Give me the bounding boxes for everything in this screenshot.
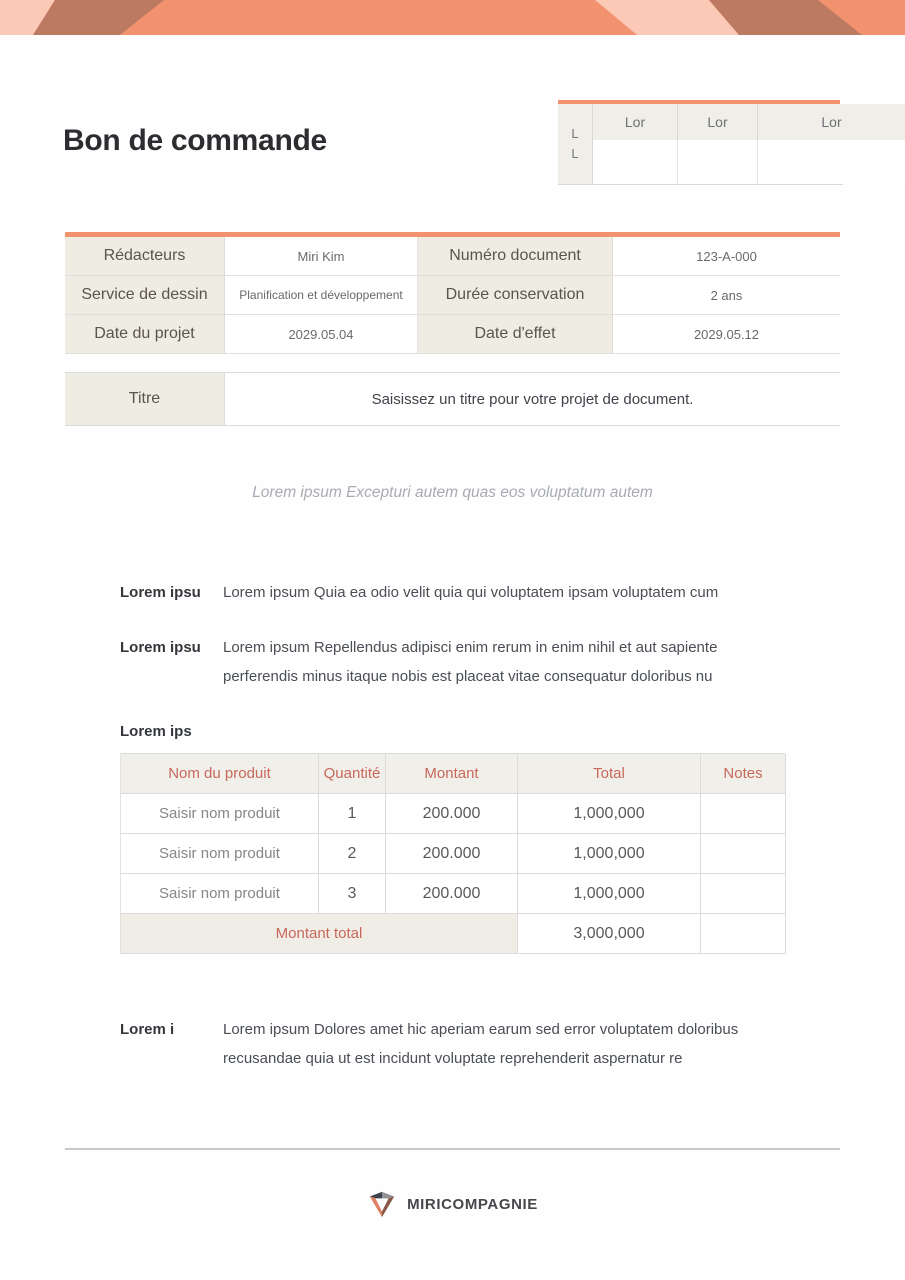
info-value-date-effet[interactable]: 2029.05.12 <box>613 315 840 354</box>
document-info-table <box>65 232 840 354</box>
product-row-amount[interactable]: 200.000 <box>386 834 518 874</box>
product-row-total: 1,000,000 <box>518 794 701 834</box>
paragraph-3 <box>120 1015 788 1073</box>
paragraph-2 <box>120 633 788 691</box>
brand-name: MIRICOMPAGNIE <box>407 1195 538 1213</box>
products-heading: Lorem ips <box>120 723 192 740</box>
page-title: Bon de commande <box>63 124 327 157</box>
footer-brand <box>0 1188 905 1220</box>
product-row-name[interactable]: Saisir nom produit <box>121 834 319 874</box>
titre-input-placeholder[interactable]: Saisissez un titre pour votre projet de document. <box>225 373 840 425</box>
info-label-date-effet: Date d'effet <box>418 315 613 354</box>
reference-mini-table <box>558 100 905 185</box>
product-table <box>120 753 785 954</box>
info-label-numero-document: Numéro document <box>418 237 613 276</box>
mini-table-row-label-line: L <box>571 126 579 141</box>
product-total-notes[interactable] <box>701 914 786 954</box>
product-row-amount[interactable]: 200.000 <box>386 874 518 914</box>
product-row-name[interactable]: Saisir nom produit <box>121 874 319 914</box>
product-row-amount[interactable]: 200.000 <box>386 794 518 834</box>
product-row-qty[interactable]: 3 <box>319 874 386 914</box>
subtitle-italic: Lorem ipsum Excepturi autem quas eos voluptatum autem <box>252 484 653 501</box>
product-col-header-qty: Quantité <box>319 754 386 794</box>
mini-table-cell[interactable] <box>593 140 678 184</box>
mini-table-row-label <box>558 104 593 184</box>
product-row-notes[interactable] <box>701 794 786 834</box>
mini-table-cell[interactable] <box>758 140 905 184</box>
footer-divider <box>65 1148 840 1150</box>
product-row-notes[interactable] <box>701 874 786 914</box>
paragraph-2-label: Lorem ipsu <box>120 639 201 656</box>
titre-label: Titre <box>65 373 225 425</box>
paragraph-2-text: Lorem ipsum Repellendus adipisci enim rerum in enim nihil et aut sapiente perferendis minus itaque nobis est placeat vitae consequatur doloribus nu <box>223 639 718 685</box>
titre-row <box>65 372 840 426</box>
product-row-qty[interactable]: 1 <box>319 794 386 834</box>
mini-table-row-label-line: L <box>571 146 579 161</box>
paragraph-3-text: Lorem ipsum Dolores amet hic aperiam earum sed error voluptatem doloribus recusandae quia ut est incidunt voluptate reprehenderit aspernatur re <box>223 1021 739 1067</box>
info-value-duree-conservation[interactable]: 2 ans <box>613 276 840 315</box>
mini-table-cell[interactable] <box>678 140 758 184</box>
info-label-date-projet: Date du projet <box>65 315 225 354</box>
product-row-name[interactable]: Saisir nom produit <box>121 794 319 834</box>
product-row-notes[interactable] <box>701 834 786 874</box>
info-value-service-dessin[interactable]: Planification et développement <box>225 276 418 315</box>
info-value-numero-document[interactable]: 123-A-000 <box>613 237 840 276</box>
product-col-header-amount: Montant <box>386 754 518 794</box>
product-col-header-name: Nom du produit <box>121 754 319 794</box>
product-row-total: 1,000,000 <box>518 874 701 914</box>
decorative-banner <box>0 0 905 35</box>
paragraph-3-label: Lorem i <box>120 1021 175 1038</box>
mini-table-bottom-border <box>558 184 843 185</box>
info-label-duree-conservation: Durée conservation <box>418 276 613 315</box>
product-col-header-notes: Notes <box>701 754 786 794</box>
mini-table-header: Lor <box>678 104 758 140</box>
product-total-value: 3,000,000 <box>518 914 701 954</box>
product-total-label: Montant total <box>121 914 518 954</box>
mini-table-header: Lor <box>758 104 905 140</box>
info-label-service-dessin: Service de dessin <box>65 276 225 315</box>
paragraph-1-label: Lorem ipsu <box>120 584 201 601</box>
info-label-redacteurs: Rédacteurs <box>65 237 225 276</box>
paragraph-1 <box>120 578 788 607</box>
info-value-redacteurs[interactable]: Miri Kim <box>225 237 418 276</box>
product-row-qty[interactable]: 2 <box>319 834 386 874</box>
mini-table-header: Lor <box>593 104 678 140</box>
info-value-date-projet[interactable]: 2029.05.04 <box>225 315 418 354</box>
product-row-total: 1,000,000 <box>518 834 701 874</box>
product-col-header-total: Total <box>518 754 701 794</box>
paragraph-1-text: Lorem ipsum Quia ea odio velit quia qui voluptatem ipsam voluptatem cum <box>223 584 719 601</box>
brand-cube-icon <box>367 1188 397 1220</box>
